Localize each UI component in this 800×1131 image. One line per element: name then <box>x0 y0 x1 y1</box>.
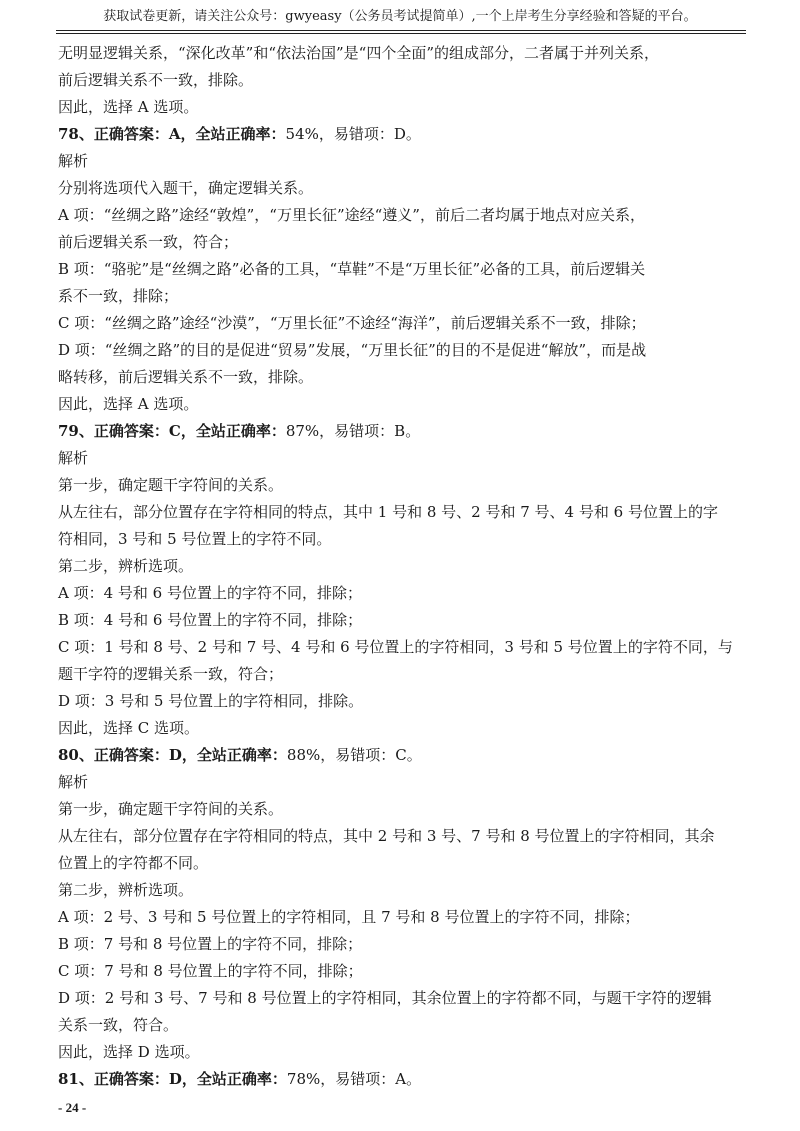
text-line: 第一步，确定题干字符间的关系。 <box>58 476 284 494</box>
question-number-label: 79、正确答案： <box>58 422 169 440</box>
correct-answer-value: D， <box>168 1070 197 1088</box>
text-line: 第一步，确定题干字符间的关系。 <box>58 800 284 818</box>
text-line: 略转移，前后逻辑关系不一致，排除。 <box>58 368 314 386</box>
accuracy-and-error-value: 78%，易错项：A。 <box>286 1070 422 1088</box>
text-line: 因此，选择 D 选项。 <box>58 1043 200 1061</box>
text-line: 第二步，辨析选项。 <box>58 557 194 575</box>
text-line: C 项：1 号和 8 号、2 号和 7 号、4 号和 6 号位置上的字符相同，3 号和 5 号位置上的字符不同，与 <box>58 638 733 656</box>
page-number: - 24 - <box>58 1100 87 1115</box>
text-line: 因此，选择 A 选项。 <box>58 395 199 413</box>
correct-answer-value: D， <box>168 746 197 764</box>
text-line: C 项：“丝绸之路”途经“沙漠”，“万里长征”不途经“海洋”，前后逻辑关系不一致，排除； <box>58 314 646 332</box>
text-line: B 项：“骆驼”是“丝绸之路”必备的工具，“草鞋”不是“万里长征”必备的工具，前后逻辑关 <box>58 260 646 278</box>
text-line: A 项：“丝绸之路”途经“敦煌”，“万里长征”途经“遵义”，前后二者均属于地点对应关系， <box>58 206 645 224</box>
text-line: 分别将选项代入题干，确定逻辑关系。 <box>58 179 314 197</box>
text-line: 前后逻辑关系一致，符合； <box>58 233 239 251</box>
accuracy-label: 全站正确率： <box>195 125 286 143</box>
text-line: B 项：7 号和 8 号位置上的字符不同，排除； <box>58 935 363 953</box>
text-line: 位置上的字符都不同。 <box>58 854 209 872</box>
header-rule <box>56 30 746 34</box>
text-line: A 项：4 号和 6 号位置上的字符不同，排除； <box>58 584 362 602</box>
accuracy-label: 全站正确率： <box>195 422 286 440</box>
text-line: A 项：2 号、3 号和 5 号位置上的字符相同，且 7 号和 8 号位置上的字符不同，排除； <box>58 908 640 926</box>
text-line: B 项：4 号和 6 号位置上的字符不同，排除； <box>58 611 363 629</box>
text-line: D 项：2 号和 3 号、7 号和 8 号位置上的字符相同，其余位置上的字符都不同，与题干字符的逻辑 <box>58 989 712 1007</box>
question-answer-header <box>58 742 748 769</box>
text-line: 从左往右，部分位置存在字符相同的特点，其中 1 号和 8 号、2 号和 7 号、4 号和 6 号位置上的字 <box>58 503 718 521</box>
question-answer-header <box>58 1066 748 1093</box>
text-line: D 项：3 号和 5 号位置上的字符相同，排除。 <box>58 692 364 710</box>
correct-answer-value: A， <box>168 125 196 143</box>
question-number-label: 81、正确答案： <box>58 1070 169 1088</box>
text-line: 解析 <box>58 152 89 170</box>
text-line: 题干字符的逻辑关系一致，符合； <box>58 665 284 683</box>
text-line: 第二步，辨析选项。 <box>58 881 194 899</box>
text-line: 无明显逻辑关系，“深化改革”和“依法治国”是“四个全面”的组成部分，二者属于并列关系， <box>58 44 660 62</box>
text-line: 关系一致，符合。 <box>58 1016 179 1034</box>
question-answer-header <box>58 121 748 148</box>
text-line: D 项：“丝绸之路”的目的是促进“贸易”发展，“万里长征”的目的不是促进“解放”，而是战 <box>58 341 647 359</box>
text-line: 前后逻辑关系不一致，排除。 <box>58 71 254 89</box>
question-number-label: 80、正确答案： <box>58 746 169 764</box>
text-line: 系不一致，排除； <box>58 287 179 305</box>
correct-answer-value: C， <box>168 422 196 440</box>
text-line: 从左往右，部分位置存在字符相同的特点，其中 2 号和 3 号、7 号和 8 号位置上的字符相同，其余 <box>58 827 715 845</box>
page-header: 获取试卷更新，请关注公众号：gwyeasy（公务员考试提简单）,一个上岸考生分享经验和答疑的平台。 <box>103 9 697 24</box>
question-answer-header <box>58 418 748 445</box>
text-line: 符相同，3 号和 5 号位置上的字符不同。 <box>58 530 332 548</box>
text-line: C 项：7 号和 8 号位置上的字符不同，排除； <box>58 962 363 980</box>
accuracy-and-error-value: 88%，易错项：C。 <box>286 746 422 764</box>
text-line: 解析 <box>58 773 89 791</box>
text-line: 因此，选择 C 选项。 <box>58 719 200 737</box>
accuracy-and-error-value: 54%，易错项：D。 <box>285 125 421 143</box>
accuracy-and-error-value: 87%，易错项：B。 <box>285 422 421 440</box>
accuracy-label: 全站正确率： <box>196 746 287 764</box>
text-line: 因此，选择 A 选项。 <box>58 98 199 116</box>
text-line: 解析 <box>58 449 89 467</box>
accuracy-label: 全站正确率： <box>196 1070 287 1088</box>
question-number-label: 78、正确答案： <box>58 125 169 143</box>
document-body <box>58 40 748 1093</box>
